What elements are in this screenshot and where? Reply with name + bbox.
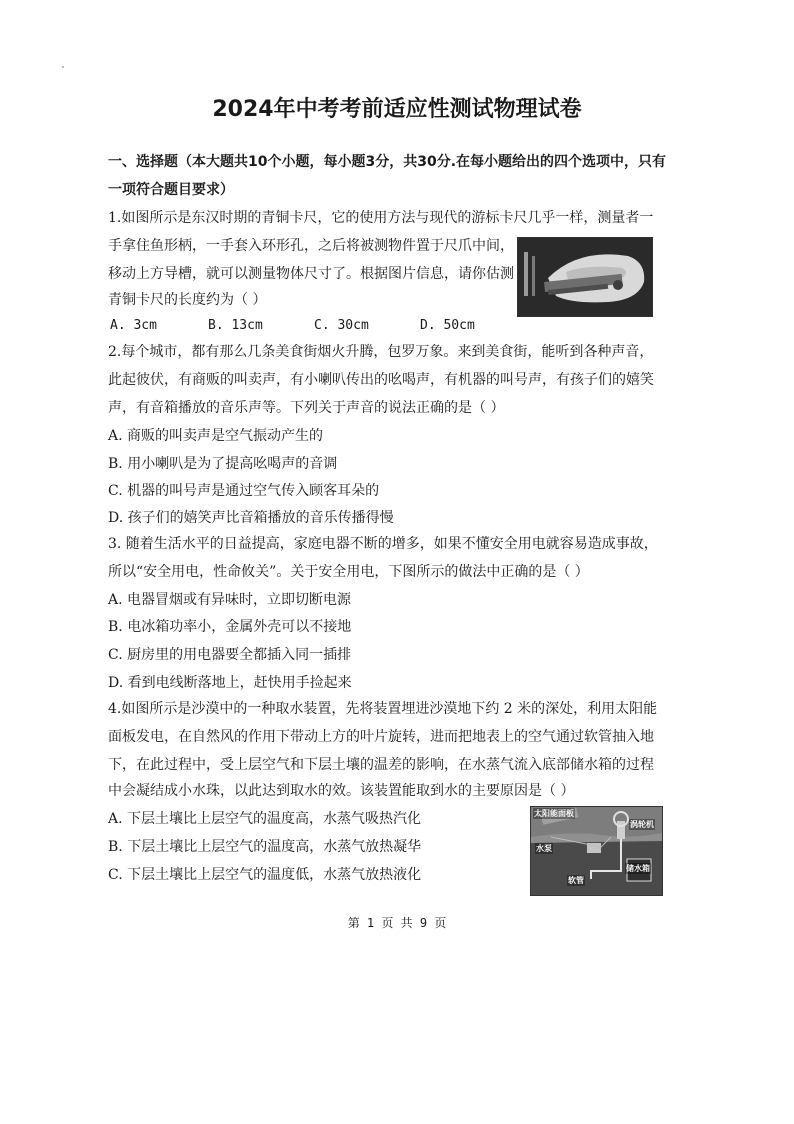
label-pump: 水泵 bbox=[536, 844, 552, 853]
q4-text-line: 4.如图所示是沙漠中的一种取水装置，先将装置埋进沙漠地下约 2 米的深处，利用太阳能 bbox=[108, 701, 658, 717]
label-turbine: 涡轮机 bbox=[630, 820, 654, 829]
bronze-caliper-photo bbox=[517, 237, 653, 317]
q4-option-c: C. 下层土壤比上层空气的温度低，水蒸气放热液化 bbox=[108, 867, 422, 883]
page-number: 第 1 页 共 9 页 bbox=[347, 916, 447, 930]
label-solar-panel: 太阳能面板 bbox=[534, 809, 574, 818]
q3-option-d: D. 看到电线断落地上，赶快用手捡起来 bbox=[108, 675, 352, 691]
q4-option-b: B. 下层土壤比上层空气的温度高，水蒸气放热凝华 bbox=[108, 839, 422, 855]
q1-text-line: 手拿住鱼形柄，一手套入环形孔，之后将被测物件置于尺爪中间， bbox=[108, 238, 514, 254]
q1-text-line: 1.如图所示是东汉时期的青铜卡尺，它的使用方法与现代的游标卡尺几乎一样，测量者一 bbox=[108, 210, 654, 226]
desert-water-device-figure bbox=[530, 806, 663, 896]
q2-option-b: B. 用小喇叭是为了提高吆喝声的音调 bbox=[108, 456, 338, 472]
label-hose: 软管 bbox=[568, 876, 584, 885]
q2-option-d: D. 孩子们的嬉笑声比音箱播放的音乐传播得慢 bbox=[108, 510, 394, 526]
label-water-tank: 储水箱 bbox=[626, 864, 650, 873]
q3-text-line: 所以“安全用电，性命攸关”。关于安全用电，下图所示的做法中正确的是（ ） bbox=[108, 564, 589, 580]
q3-option-a: A. 电器冒烟或有异味时，立即切断电源 bbox=[108, 592, 352, 608]
q3-text-line: 3. 随着生活水平的日益提高，家庭电器不断的增多，如果不懂安全用电就容易造成事故， bbox=[108, 536, 658, 552]
scan-speck bbox=[62, 66, 64, 68]
q4-text-line: 下，在此过程中，受上层空气和下层土壤的温差的影响，在水蒸气流入底部储水箱的过程 bbox=[108, 757, 654, 773]
q1-option-b: B. 13cm bbox=[208, 318, 263, 333]
q3-option-c: C. 厨房里的用电器要全都插入同一插排 bbox=[108, 647, 352, 663]
q1-option-d: D. 50cm bbox=[420, 318, 475, 333]
q4-text-line: 中会凝结成小水珠，以此达到取水的效。该装置能取到水的主要原因是（ ） bbox=[108, 783, 575, 799]
q1-option-a: A. 3cm bbox=[110, 318, 157, 333]
q3-option-b: B. 电冰箱功率小，金属外壳可以不接地 bbox=[108, 619, 352, 635]
q4-text-line: 面板发电，在自然风的作用下带动上方的叶片旋转，进而把地表上的空气通过软管抽入地 bbox=[108, 729, 654, 745]
q2-text-line: 此起彼伏，有商贩的叫卖声，有小喇叭传出的吆喝声，有机器的叫号声，有孩子们的嬉笑 bbox=[108, 372, 654, 388]
q1-text-line: 移动上方导槽，就可以测量物体尺寸了。根据图片信息，请你估测 bbox=[108, 266, 514, 282]
caliper-illustration bbox=[518, 238, 652, 316]
section-heading: 一、选择题（本大题共10个小题，每小题3分，共30分.在每小题给出的四个选项中，只有 bbox=[108, 154, 667, 170]
q1-text-line: 青铜卡尺的长度约为（ ） bbox=[108, 292, 267, 308]
q2-option-a: A. 商贩的叫卖声是空气振动产生的 bbox=[108, 428, 324, 444]
q2-text-line: 声，有音箱播放的音乐声等。下列关于声音的说法正确的是（ ） bbox=[108, 400, 505, 416]
section-heading-cont: 一项符合题目要求） bbox=[108, 182, 234, 198]
q2-option-c: C. 机器的叫号声是通过空气传入顾客耳朵的 bbox=[108, 483, 380, 499]
q4-option-a: A. 下层土壤比上层空气的温度高，水蒸气吸热汽化 bbox=[108, 811, 422, 827]
q1-option-c: C. 30cm bbox=[314, 318, 369, 333]
page-title: 2024年中考考前适应性测试物理试卷 bbox=[212, 97, 582, 122]
q2-text-line: 2.每个城市，都有那么几条美食街烟火升腾，包罗万象。来到美食街，能听到各种声音， bbox=[108, 344, 654, 360]
